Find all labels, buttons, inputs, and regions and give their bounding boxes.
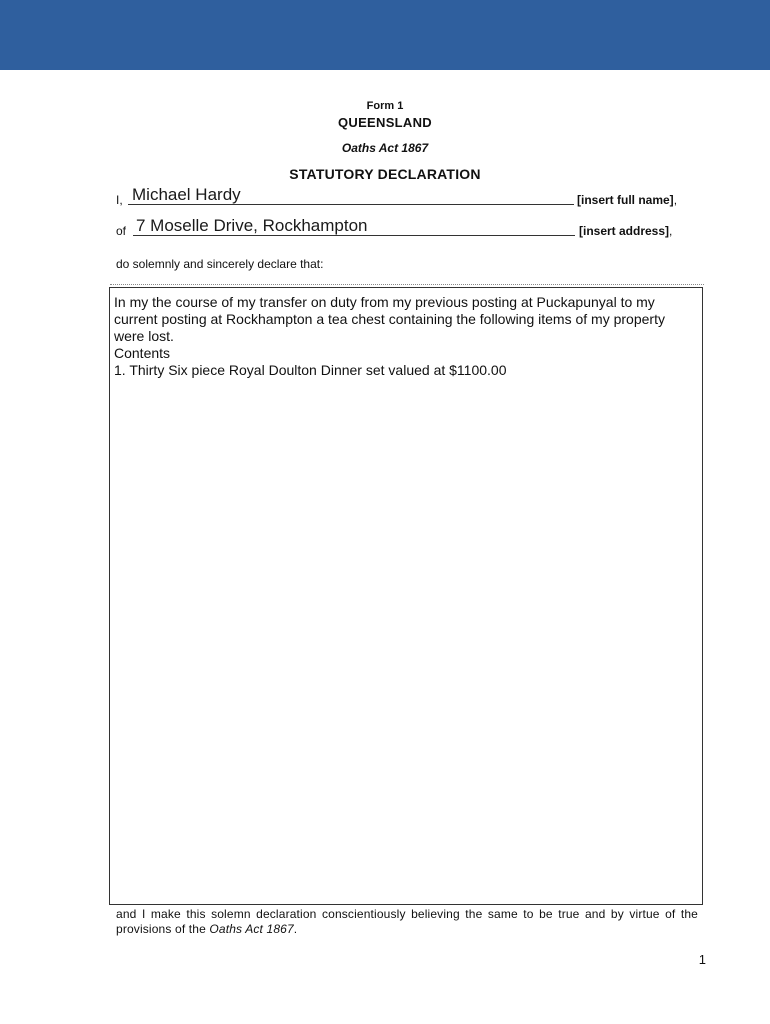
- form-number: Form 1: [366, 100, 404, 112]
- address-field[interactable]: 7 Moselle Drive, Rockhampton: [136, 216, 368, 235]
- closing-period: .: [293, 922, 298, 936]
- address-row: [116, 217, 696, 239]
- full-name-hint-text: [insert full name]: [577, 193, 674, 207]
- declaration-paragraph: In my the course of my transfer on duty from my previous posting at Puckapunyal to my current posting at Rockhampton a tea chest containing the following items of my property were lost.: [114, 294, 665, 344]
- address-hint-comma: ,: [669, 224, 673, 238]
- document-title: STATUTORY DECLARATION: [289, 166, 481, 182]
- closing-text: and I make this solemn declaration conscientiously believing the same to be true and by virtue of the provisions of the: [116, 907, 698, 936]
- full-name-row: [116, 186, 696, 208]
- act-name: Oaths Act 1867: [341, 141, 429, 155]
- header-banner: [0, 0, 770, 70]
- full-name-hint-comma: ,: [673, 193, 678, 207]
- address-prefix: of: [116, 224, 127, 238]
- dotted-divider: [110, 284, 704, 285]
- closing-act-name: Oaths Act 1867: [209, 922, 294, 936]
- address-hint-text: [insert address]: [579, 224, 670, 238]
- address-hint: [579, 224, 672, 238]
- full-name-field[interactable]: Michael Hardy: [132, 185, 241, 204]
- page-number: 1: [698, 952, 706, 967]
- declaration-contents-heading: Contents: [114, 345, 171, 361]
- closing-statement: [116, 907, 698, 937]
- state-name: QUEENSLAND: [337, 115, 432, 130]
- full-name-hint: [577, 193, 677, 207]
- declaration-intro: do solemnly and sincerely declare that:: [116, 257, 324, 271]
- full-name-prefix: I,: [116, 193, 123, 207]
- declaration-item: 1. Thirty Six piece Royal Doulton Dinner set valued at $1100.00: [114, 362, 507, 378]
- declaration-text-box[interactable]: [109, 287, 703, 905]
